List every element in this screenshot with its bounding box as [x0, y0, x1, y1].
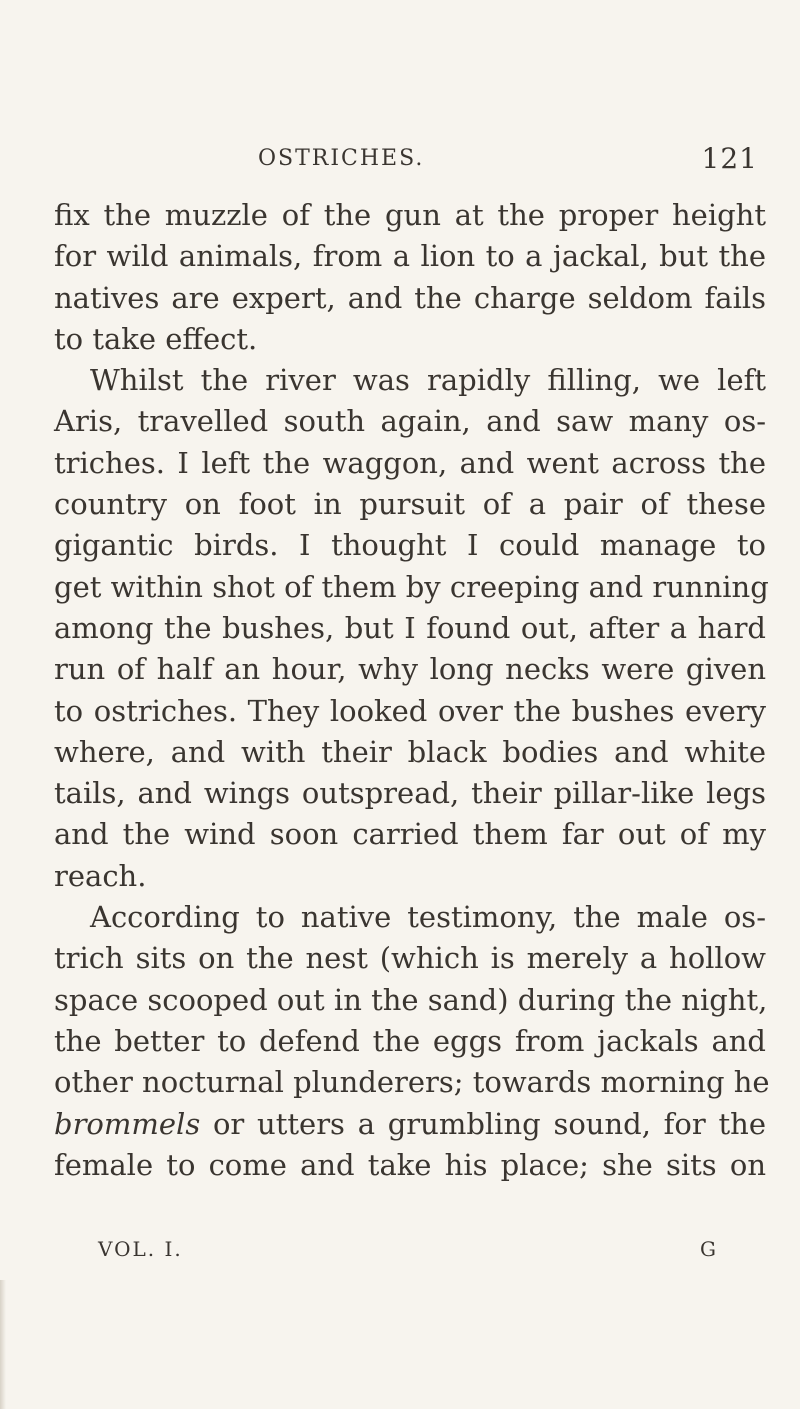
- text-line-4: to take effect.: [54, 321, 258, 356]
- text-line-24: female to come and take his place; she sits on: [54, 1147, 766, 1182]
- text-line-2: for wild animals, from a lion to a jackal, but the: [54, 239, 766, 274]
- page-number: 121: [701, 142, 758, 175]
- text-line-21: the better to defend the eggs from jackals and: [54, 1023, 766, 1058]
- text-line-7: triches. I left the waggon, and went across the: [54, 445, 766, 480]
- text-line-6: Aris, travelled south again, and saw many os-: [54, 404, 766, 439]
- text-line-15: tails, and wings outspread, their pillar-like legs: [54, 776, 766, 811]
- text-line-17: reach.: [54, 858, 147, 893]
- page-footer: [98, 1237, 718, 1267]
- text-line-23-rest: or utters a grumbling sound, for the: [200, 1106, 766, 1141]
- text-line-3: natives are expert, and the charge seldom fails: [54, 280, 766, 315]
- text-line-20: space scooped out in the sand) during the night,: [54, 982, 768, 1017]
- text-line-10: get within shot of them by creeping and running: [54, 569, 769, 604]
- italic-word-brommels: brommels: [54, 1106, 201, 1141]
- text-line-19: trich sits on the nest (which is merely a hollow: [54, 941, 766, 976]
- text-line-12: run of half an hour, why long necks were given: [54, 652, 766, 687]
- page-edge-shadow: [0, 1280, 6, 1409]
- text-line-16: and the wind soon carried them far out of my: [54, 817, 766, 852]
- text-line-13: to ostriches. They looked over the bushes every: [54, 693, 766, 728]
- text-line-9: gigantic birds. I thought I could manage to: [54, 528, 766, 563]
- text-line-18: According to native testimony, the male os-: [90, 900, 766, 935]
- text-line-5: Whilst the river was rapidly filling, we left: [90, 363, 766, 398]
- signature-mark: G: [700, 1237, 718, 1261]
- body-text: [54, 195, 770, 1186]
- text-line-1: fix the muzzle of the gun at the proper height: [54, 198, 766, 232]
- text-line-23: [54, 1104, 766, 1145]
- running-title: OSTRICHES.: [258, 146, 425, 171]
- text-line-11: among the bushes, but I found out, after a hard: [54, 610, 766, 645]
- text-line-22: other nocturnal plunderers; towards morning he: [54, 1065, 770, 1100]
- text-line-14: where, and with their black bodies and white: [54, 734, 766, 769]
- text-line-8: country on foot in pursuit of a pair of these: [54, 487, 766, 522]
- volume-label: VOL. I.: [98, 1237, 183, 1261]
- running-head: [258, 142, 758, 180]
